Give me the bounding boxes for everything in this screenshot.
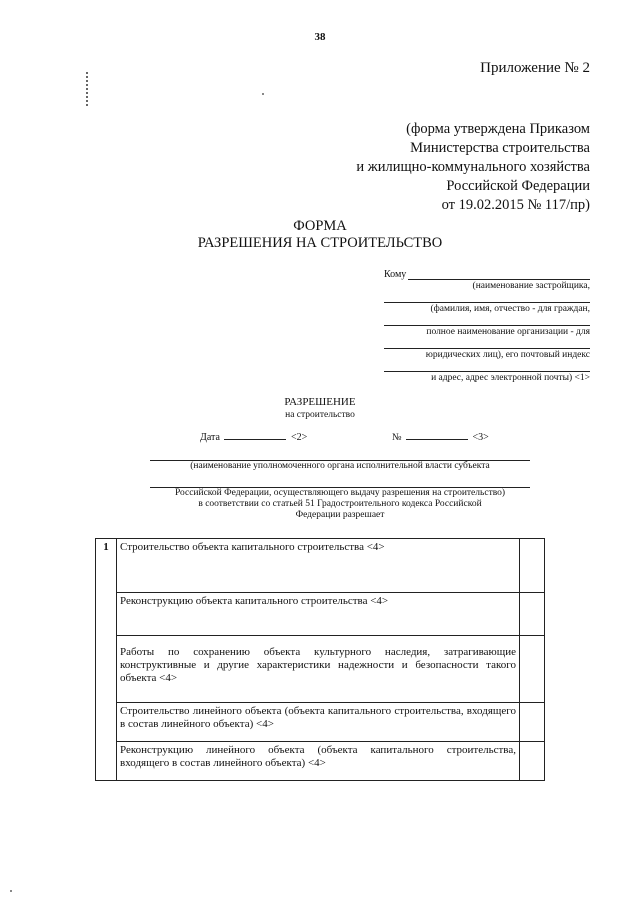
permit-type-text: Строительство линейного объекта (объекта капитального строительства, входящего в состав линейного объекта) <4> bbox=[117, 703, 520, 742]
permit-type-checkbox[interactable] bbox=[520, 703, 545, 742]
permit-type-text: Реконструкцию объекта капитального строительства <4> bbox=[117, 593, 520, 636]
approval-note bbox=[356, 120, 590, 215]
scan-speck bbox=[262, 93, 264, 95]
recipient-row bbox=[384, 268, 590, 280]
date-footnote: <2> bbox=[290, 432, 308, 443]
permit-title: РАЗРЕШЕНИЕ bbox=[284, 396, 356, 408]
approval-line: Министерства строительства bbox=[410, 140, 590, 156]
form-title-line: ФОРМА bbox=[293, 218, 347, 234]
recipient-caption: (наименование застройщика, bbox=[472, 281, 590, 291]
recipient-field[interactable] bbox=[384, 361, 590, 372]
authority-caption: Федерации разрешает bbox=[295, 510, 385, 520]
recipient-caption: (фамилия, имя, отчество - для граждан, bbox=[430, 304, 590, 314]
form-title-line: РАЗРЕШЕНИЯ НА СТРОИТЕЛЬСТВО bbox=[197, 235, 443, 251]
authority-caption: (наименование уполномоченного органа исполнительной власти субъекта bbox=[190, 461, 490, 471]
approval-line: от 19.02.2015 № 117/пр) bbox=[441, 197, 590, 213]
table-row bbox=[96, 539, 545, 593]
recipient-caption: полное наименование организации - для bbox=[426, 327, 590, 337]
recipient-field[interactable] bbox=[384, 338, 590, 349]
scan-speck bbox=[10, 890, 12, 892]
form-title bbox=[0, 218, 640, 252]
recipient-caption: и адрес, адрес электронной почты) <1> bbox=[431, 373, 590, 383]
recipient-label: Кому bbox=[384, 269, 407, 280]
permit-type-text: Реконструкцию линейного объекта (объекта капитального строительства, входящего в состав линейного объекта) <4> bbox=[117, 742, 520, 781]
permit-type-text: Работы по сохранению объекта культурного наследия, затрагивающие конструктивные и другие характеристики надежности и безопасности такого объекта <4> bbox=[117, 636, 520, 703]
page-number: 38 bbox=[314, 31, 326, 43]
number-footnote: <3> bbox=[472, 432, 489, 443]
recipient-block bbox=[384, 268, 590, 384]
row-number: 1 bbox=[96, 539, 117, 781]
permit-type-text: Строительство объекта капитального строительства <4> bbox=[117, 539, 520, 593]
recipient-field[interactable] bbox=[384, 315, 590, 326]
permit-type-table bbox=[95, 538, 545, 781]
number-field[interactable] bbox=[406, 430, 468, 440]
table-row bbox=[96, 742, 545, 781]
number-label: № bbox=[392, 432, 402, 443]
permit-subtitle: на строительство bbox=[285, 410, 355, 420]
date-row bbox=[200, 430, 307, 443]
authority-caption: Российской Федерации, осуществляющего выдачу разрешения на строительство) bbox=[174, 488, 506, 498]
table-row bbox=[96, 703, 545, 742]
number-row bbox=[392, 430, 489, 443]
permit-type-checkbox[interactable] bbox=[520, 593, 545, 636]
permit-heading bbox=[0, 396, 640, 422]
scan-edge-mark bbox=[86, 72, 88, 108]
approval-line: и жилищно-коммунального хозяйства bbox=[356, 159, 590, 175]
appendix-label: Приложение № 2 bbox=[480, 60, 590, 76]
approval-line: Российской Федерации bbox=[446, 178, 590, 194]
date-label: Дата bbox=[200, 432, 220, 443]
recipient-field[interactable] bbox=[384, 292, 590, 303]
permit-type-checkbox[interactable] bbox=[520, 742, 545, 781]
permit-type-checkbox[interactable] bbox=[520, 539, 545, 593]
table-row bbox=[96, 593, 545, 636]
recipient-field[interactable] bbox=[408, 270, 590, 280]
date-field[interactable] bbox=[224, 430, 286, 440]
authority-block bbox=[150, 458, 530, 521]
table-row bbox=[96, 636, 545, 703]
approval-line: (форма утверждена Приказом bbox=[406, 121, 590, 137]
authority-caption: в соответствии со статьей 51 Градостроительного кодекса Российской bbox=[198, 499, 482, 509]
recipient-caption: юридических лиц), его почтовый индекс bbox=[425, 350, 590, 360]
permit-type-checkbox[interactable] bbox=[520, 636, 545, 703]
